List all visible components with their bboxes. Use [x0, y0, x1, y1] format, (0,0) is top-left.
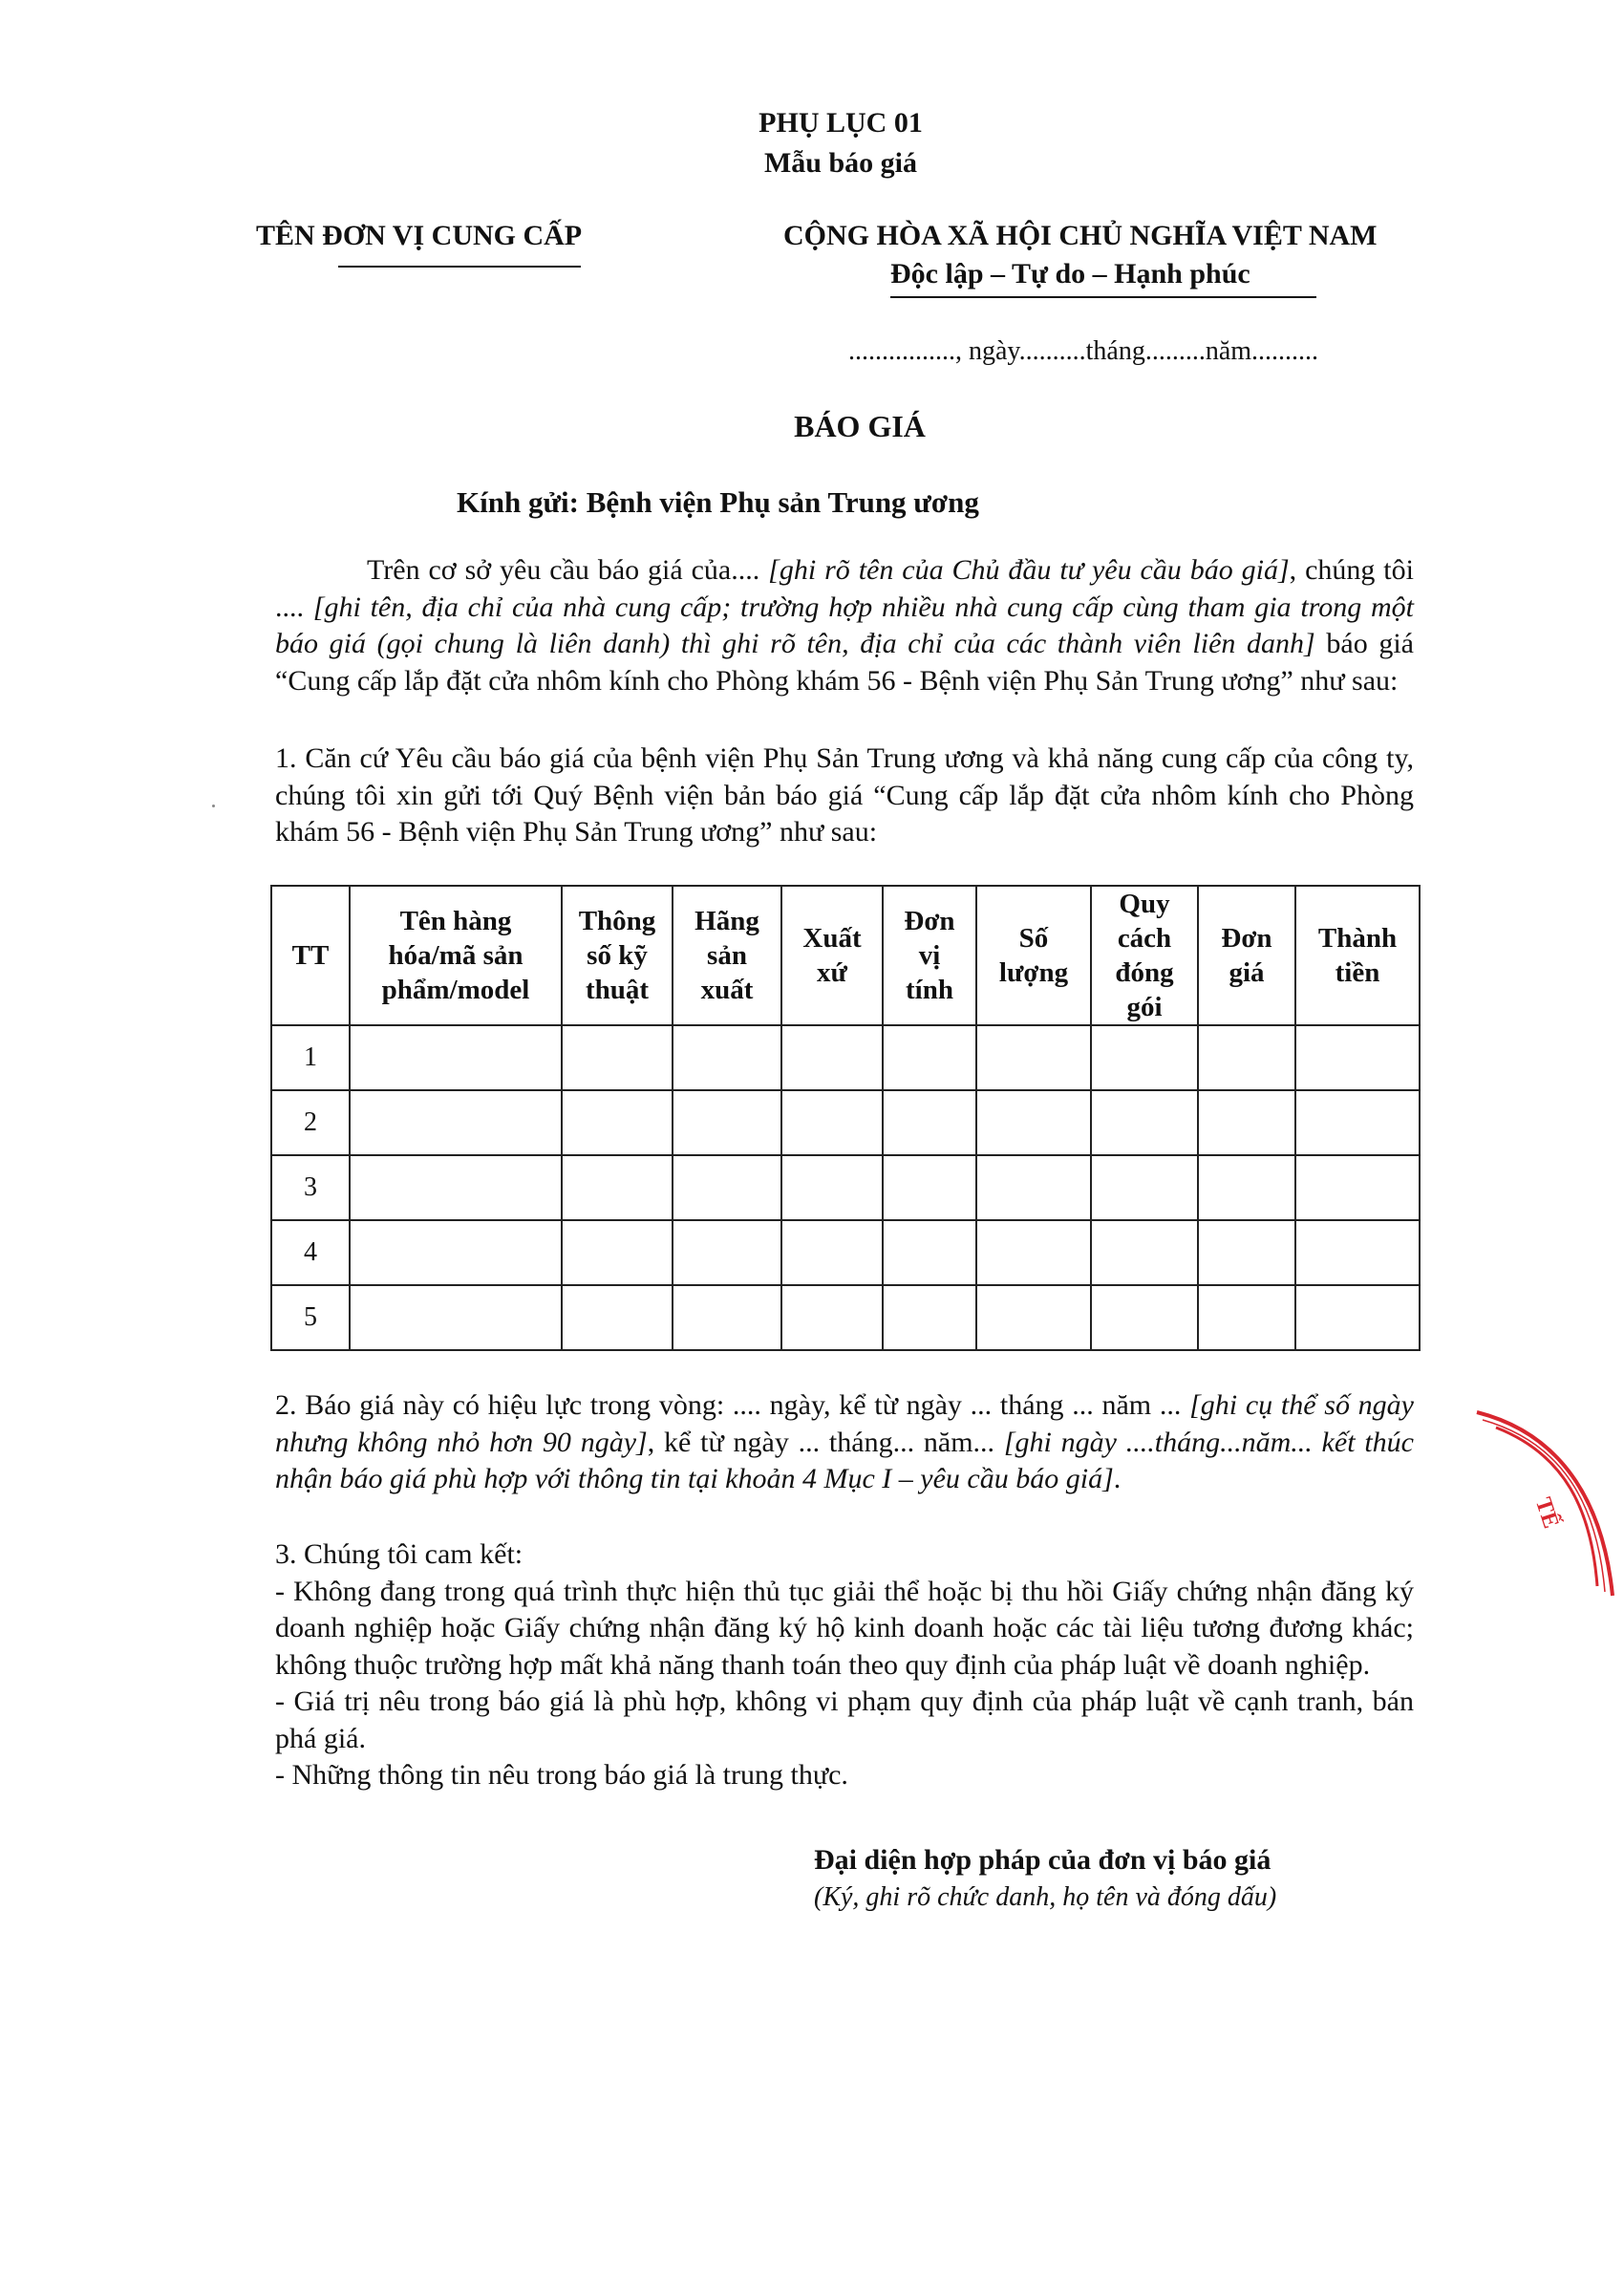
column-header-line: Thông	[578, 906, 656, 936]
commitment-item: - Giá trị nêu trong báo giá là phù hợp, không vi phạm quy định của pháp luật về cạnh tranh, bán phá giá.	[275, 1686, 1414, 1754]
empty-cell	[673, 1285, 781, 1350]
empty-cell	[1295, 1025, 1420, 1090]
document-title: BÁO GIÁ	[794, 409, 926, 443]
row-number: 3	[271, 1155, 350, 1220]
section-3-heading: 3. Chúng tôi cam kết:	[275, 1538, 524, 1570]
column-header-line: đóng	[1115, 957, 1174, 988]
column-header-line: Số	[1018, 923, 1049, 954]
empty-cell	[1295, 1155, 1420, 1220]
empty-cell	[883, 1285, 976, 1350]
supplier-underline	[338, 266, 581, 268]
empty-cell	[1091, 1090, 1198, 1155]
intro-paragraph	[275, 552, 1414, 699]
empty-cell	[1295, 1285, 1420, 1350]
column-header-line: thuật	[585, 975, 650, 1005]
column-header-line: Tên hàng	[399, 906, 512, 936]
empty-cell	[562, 1220, 673, 1285]
date-line: ................, ngày..........tháng.........năm..........	[848, 336, 1319, 366]
empty-cell	[1198, 1090, 1295, 1155]
column-header-line: TT	[291, 940, 330, 971]
column-header-line: lượng	[998, 957, 1069, 988]
quote-table	[270, 885, 1421, 1351]
column-header	[1295, 886, 1420, 1025]
empty-cell	[883, 1155, 976, 1220]
empty-cell	[883, 1090, 976, 1155]
column-header-line: Đơn	[904, 906, 955, 936]
column-header-line: Đơn	[1221, 923, 1272, 954]
column-header-line: Quy	[1119, 889, 1170, 919]
empty-cell	[1198, 1025, 1295, 1090]
row-number: 5	[271, 1285, 350, 1350]
empty-cell	[562, 1155, 673, 1220]
column-header-line: tiền	[1335, 957, 1380, 988]
empty-cell	[781, 1025, 883, 1090]
intro-text-1: Trên cơ sở yêu cầu báo giá của....	[367, 554, 769, 586]
stamp-text: TẾ	[1529, 1494, 1564, 1532]
column-header-line: giá	[1229, 957, 1265, 988]
empty-cell	[1091, 1285, 1198, 1350]
column-header-line: số kỹ	[587, 940, 648, 971]
supplier-name: TÊN ĐƠN VỊ CUNG CẤP	[256, 220, 583, 251]
signature-note: (Ký, ghi rõ chức danh, họ tên và đóng dấu)	[814, 1882, 1277, 1912]
column-header	[781, 886, 883, 1025]
signature-title: Đại diện hợp pháp của đơn vị báo giá	[814, 1844, 1271, 1876]
table-row	[271, 1220, 1420, 1285]
empty-cell	[1091, 1155, 1198, 1220]
empty-cell	[976, 1220, 1091, 1285]
table-row	[271, 1285, 1420, 1350]
intro-text-2: , chúng tôi ....	[275, 554, 1414, 623]
empty-cell	[976, 1285, 1091, 1350]
empty-cell	[673, 1155, 781, 1220]
table-row	[271, 1155, 1420, 1220]
motto-underline	[890, 296, 1316, 298]
intro-placeholder-2: [ghi tên, địa chỉ của nhà cung cấp; trường hợp nhiều nhà cung cấp cùng tham gia trong một báo giá (gọi chung là liên danh) thì ghi rõ tên, địa chỉ của các thành viên liên danh]	[275, 590, 1414, 659]
empty-cell	[781, 1220, 883, 1285]
section-2-text-1: 2. Báo giá này có hiệu lực trong vòng: .... ngày, kể từ ngày ... tháng ... năm ...	[275, 1389, 1190, 1421]
empty-cell	[1198, 1155, 1295, 1220]
section-3	[275, 1536, 1414, 1794]
empty-cell	[350, 1155, 562, 1220]
nation-motto: Độc lập – Tự do – Hạnh phúc	[890, 258, 1250, 290]
column-header	[673, 886, 781, 1025]
empty-cell	[1295, 1090, 1420, 1155]
table-header-row	[271, 886, 1420, 1025]
column-header	[271, 886, 350, 1025]
column-header-line: hóa/mã sản	[388, 940, 524, 971]
column-header-line: phẩm/model	[381, 975, 530, 1005]
commitment-item: - Những thông tin nêu trong báo giá là trung thực.	[275, 1759, 848, 1791]
empty-cell	[562, 1025, 673, 1090]
column-header	[883, 886, 976, 1025]
column-header-line: Thành	[1317, 923, 1398, 954]
empty-cell	[781, 1090, 883, 1155]
commitment-item: - Không đang trong quá trình thực hiện thủ tục giải thể hoặc bị thu hồi Giấy chứng nhận đăng ký doanh nghiệp hoặc Giấy chứng nhận đăng ký hộ kinh doanh hoặc các tài liệu tương đương khác; không thuộc trường hợp mất khả năng thanh toán theo quy định của pháp luật về doanh nghiệp.	[275, 1575, 1414, 1681]
appendix-subtitle: Mẫu báo giá	[763, 147, 918, 179]
table-body	[271, 1025, 1420, 1350]
section-2-paragraph	[275, 1387, 1414, 1498]
column-header	[562, 886, 673, 1025]
appendix-title: PHỤ LỤC 01	[759, 107, 923, 139]
section-1-paragraph: 1. Căn cứ Yêu cầu báo giá của bệnh viện Phụ Sản Trung ương và khả năng cung cấp của công ty, chúng tôi xin gửi tới Quý Bệnh viện bản báo giá “Cung cấp lắp đặt cửa nhôm kính cho Phòng khám 56 - Bệnh viện Phụ Sản Trung ương” như sau:	[275, 742, 1414, 848]
empty-cell	[1091, 1220, 1198, 1285]
nation-name: CỘNG HÒA XÃ HỘI CHỦ NGHĨA VIỆT NAM	[783, 220, 1378, 251]
empty-cell	[350, 1025, 562, 1090]
column-header	[1198, 886, 1295, 1025]
column-header-line: vị	[918, 940, 941, 971]
empty-cell	[562, 1090, 673, 1155]
empty-cell	[562, 1285, 673, 1350]
empty-cell	[781, 1155, 883, 1220]
empty-cell	[781, 1285, 883, 1350]
row-number: 4	[271, 1220, 350, 1285]
red-stamp-fragment	[1469, 1395, 1624, 1605]
scan-speck	[212, 805, 215, 807]
empty-cell	[1295, 1220, 1420, 1285]
table-row	[271, 1090, 1420, 1155]
empty-cell	[976, 1090, 1091, 1155]
column-header-line: Hãng	[694, 906, 759, 936]
column-header	[1091, 886, 1198, 1025]
empty-cell	[673, 1220, 781, 1285]
section-2-placeholder-2: [ghi ngày ....tháng...năm... kết thúc nhận báo giá phù hợp với thông tin tại khoản 4 Mục I – yêu cầu báo giá]	[275, 1426, 1414, 1494]
empty-cell	[350, 1220, 562, 1285]
empty-cell	[976, 1025, 1091, 1090]
empty-cell	[1091, 1025, 1198, 1090]
empty-cell	[1198, 1285, 1295, 1350]
empty-cell	[673, 1090, 781, 1155]
empty-cell	[883, 1220, 976, 1285]
empty-cell	[976, 1155, 1091, 1220]
empty-cell	[350, 1090, 562, 1155]
intro-placeholder-1: [ghi rõ tên của Chủ đầu tư yêu cầu báo giá]	[768, 554, 1290, 586]
empty-cell	[673, 1025, 781, 1090]
column-header-line: xứ	[817, 957, 847, 988]
column-header-line: sản	[707, 940, 747, 971]
column-header-line: gói	[1126, 992, 1163, 1022]
recipient-line: Kính gửi: Bệnh viện Phụ sản Trung ương	[457, 485, 979, 519]
section-2-text-3: .	[1113, 1463, 1122, 1494]
column-header-line: tính	[906, 975, 953, 1005]
empty-cell	[350, 1285, 562, 1350]
empty-cell	[883, 1025, 976, 1090]
section-2-text-2: , kể từ ngày ... tháng... năm...	[647, 1426, 1004, 1458]
empty-cell	[1198, 1220, 1295, 1285]
intro-text-3: báo giá “Cung cấp lắp đặt cửa nhôm kính cho Phòng khám 56 - Bệnh viện Phụ Sản Trung ương” như sau:	[275, 628, 1415, 697]
row-number: 2	[271, 1090, 350, 1155]
row-number: 1	[271, 1025, 350, 1090]
column-header-line: xuất	[700, 975, 754, 1005]
column-header	[976, 886, 1091, 1025]
section-2-placeholder-1: [ghi cụ thể số ngày nhưng không nhỏ hơn 90 ngày]	[275, 1389, 1414, 1458]
column-header	[350, 886, 562, 1025]
column-header-line: cách	[1117, 923, 1172, 954]
column-header-line: Xuất	[802, 923, 862, 954]
table-row	[271, 1025, 1420, 1090]
